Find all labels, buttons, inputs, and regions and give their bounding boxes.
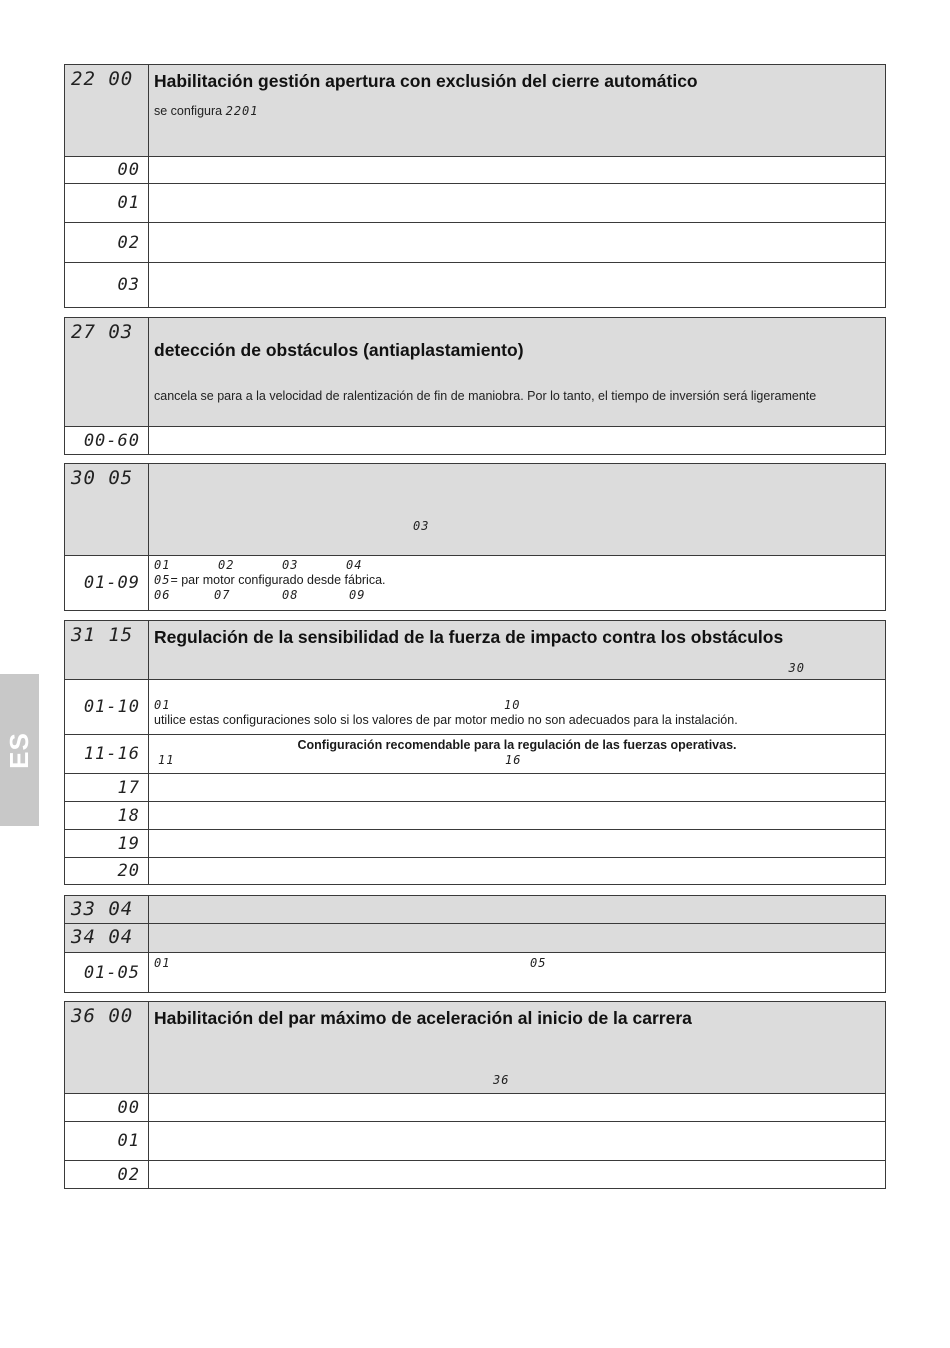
param-description <box>149 924 886 953</box>
value-description <box>149 1122 886 1161</box>
value-cell <box>65 802 149 830</box>
value-code: 01-10 <box>83 697 140 717</box>
param-code-cell <box>65 318 149 427</box>
param-table-3115 <box>64 620 886 885</box>
inline-code: 11 <box>158 753 175 767</box>
param-header-row <box>65 464 886 556</box>
param-header-row <box>65 621 886 680</box>
value-row <box>65 184 886 223</box>
code-line <box>154 698 880 713</box>
value-code: 02 <box>117 1164 140 1185</box>
note-prefix: se configura <box>154 104 223 118</box>
value-description <box>149 556 886 611</box>
param-code: 34 04 <box>71 926 134 948</box>
param-title: Regulación de la sensibilidad de la fuerza de impacto contra los obstáculos <box>154 627 784 647</box>
value-row <box>65 680 886 735</box>
param-code-cell <box>65 1002 149 1094</box>
param-header-row <box>65 318 886 427</box>
param-header-row <box>65 896 886 924</box>
param-code-cell <box>65 621 149 680</box>
default-line <box>154 573 880 588</box>
inline-code: 07 <box>214 588 231 602</box>
value-code: 19 <box>117 833 140 854</box>
value-cell <box>65 556 149 611</box>
recommended-note: Configuración recomendable para la regulación de las fuerzas operativas. <box>297 738 737 752</box>
value-code: 00 <box>117 160 140 180</box>
inline-code: 02 <box>218 558 235 572</box>
value-description <box>149 223 886 263</box>
param-header-row <box>65 1002 886 1094</box>
code-line <box>154 956 880 971</box>
value-code: 17 <box>117 777 140 798</box>
inline-code: 03 <box>282 558 299 572</box>
value-description <box>149 830 886 858</box>
value-code: 02 <box>117 232 140 253</box>
param-table-3005 <box>64 463 886 611</box>
param-code: 27 03 <box>71 321 134 343</box>
param-code: 36 00 <box>71 1005 134 1027</box>
value-row <box>65 263 886 308</box>
inline-code: 04 <box>346 558 363 572</box>
value-row <box>65 830 886 858</box>
param-code: 31 15 <box>71 624 134 646</box>
value-description <box>149 774 886 802</box>
value-row <box>65 427 886 455</box>
value-code: 20 <box>117 861 140 881</box>
param-table-2200 <box>64 64 886 308</box>
value-cell <box>65 223 149 263</box>
value-code: 18 <box>117 805 140 826</box>
inline-code: 06 <box>154 588 171 602</box>
default-text: = par motor configurado desde fábrica. <box>170 573 386 587</box>
param-code: 33 04 <box>71 898 134 920</box>
param-code: 30 05 <box>71 467 134 489</box>
inline-code: 01 <box>154 558 171 572</box>
inline-code: 09 <box>349 588 366 602</box>
value-code: 01 <box>117 1131 140 1151</box>
value-cell <box>65 1161 149 1189</box>
value-row <box>65 1122 886 1161</box>
value-cell <box>65 774 149 802</box>
param-title: Habilitación gestión apertura con exclusión del cierre automático <box>154 71 698 91</box>
param-code-cell <box>65 896 149 924</box>
value-cell <box>65 184 149 223</box>
value-row <box>65 1094 886 1122</box>
inline-code: 16 <box>505 753 522 767</box>
inline-code: 01 <box>154 956 171 970</box>
inline-code: 05 <box>530 956 547 970</box>
param-note <box>154 104 880 118</box>
value-code: 01-09 <box>83 573 140 593</box>
value-cell <box>65 263 149 308</box>
value-row <box>65 157 886 184</box>
value-description <box>149 427 886 455</box>
value-description <box>149 680 886 735</box>
value-cell <box>65 735 149 774</box>
value-description <box>149 1094 886 1122</box>
code-line <box>154 558 880 573</box>
inline-code: 36 <box>493 1073 510 1087</box>
param-table-2703 <box>64 317 886 455</box>
value-description <box>149 263 886 308</box>
param-description <box>149 896 886 924</box>
param-description <box>149 65 886 157</box>
param-table-3304-3404 <box>64 895 886 993</box>
value-code: 01 <box>117 193 140 213</box>
value-row <box>65 953 886 993</box>
value-description <box>149 735 886 774</box>
inline-code: 30 <box>788 661 805 675</box>
param-description <box>149 1002 886 1094</box>
value-row <box>65 802 886 830</box>
param-description <box>149 464 886 556</box>
param-code: 22 00 <box>71 68 134 90</box>
code-line <box>154 753 880 768</box>
inline-code: 01 <box>154 698 171 712</box>
value-code: 00 <box>117 1097 140 1118</box>
value-text: utilice estas configuraciones solo si los valores de par motor medio no son adecuados para la instalación. <box>154 713 738 727</box>
language-tab-label: ES <box>4 731 34 769</box>
value-code: 03 <box>117 275 140 295</box>
param-code-cell <box>65 65 149 157</box>
value-cell <box>65 1122 149 1161</box>
inline-code: 08 <box>282 588 299 602</box>
value-cell <box>65 953 149 993</box>
value-row <box>65 223 886 263</box>
param-code-cell <box>65 924 149 953</box>
param-header-row <box>65 65 886 157</box>
value-description <box>149 953 886 993</box>
value-row <box>65 1161 886 1189</box>
value-code: 01-05 <box>83 962 140 983</box>
inline-code: 10 <box>504 698 521 712</box>
param-title: detección de obstáculos (antiaplastamiento) <box>154 340 524 360</box>
value-cell <box>65 1094 149 1122</box>
value-code: 00-60 <box>83 430 140 451</box>
language-tab <box>0 674 39 826</box>
code-line <box>154 588 880 603</box>
value-description <box>149 184 886 223</box>
value-cell <box>65 427 149 455</box>
param-description <box>149 621 886 680</box>
value-cell <box>65 680 149 735</box>
value-row <box>65 858 886 885</box>
value-row <box>65 774 886 802</box>
value-cell <box>65 858 149 885</box>
param-description <box>149 318 886 427</box>
value-cell <box>65 830 149 858</box>
inline-code: 03 <box>413 519 430 533</box>
param-table-3600 <box>64 1001 886 1189</box>
value-code: 11-16 <box>83 744 140 764</box>
param-code-cell <box>65 464 149 556</box>
param-text: cancela se para a la velocidad de ralentización de fin de maniobra. Por lo tanto, el tiempo de inversión será ligeramente <box>154 389 817 403</box>
value-description <box>149 802 886 830</box>
value-description <box>149 1161 886 1189</box>
value-row <box>65 735 886 774</box>
note-code: 2201 <box>225 104 259 118</box>
value-description <box>149 157 886 184</box>
value-cell <box>65 157 149 184</box>
value-description <box>149 858 886 885</box>
value-row <box>65 556 886 611</box>
param-header-row <box>65 924 886 953</box>
inline-code: 05 <box>154 573 171 587</box>
param-title: Habilitación del par máximo de aceleración al inicio de la carrera <box>154 1008 692 1028</box>
